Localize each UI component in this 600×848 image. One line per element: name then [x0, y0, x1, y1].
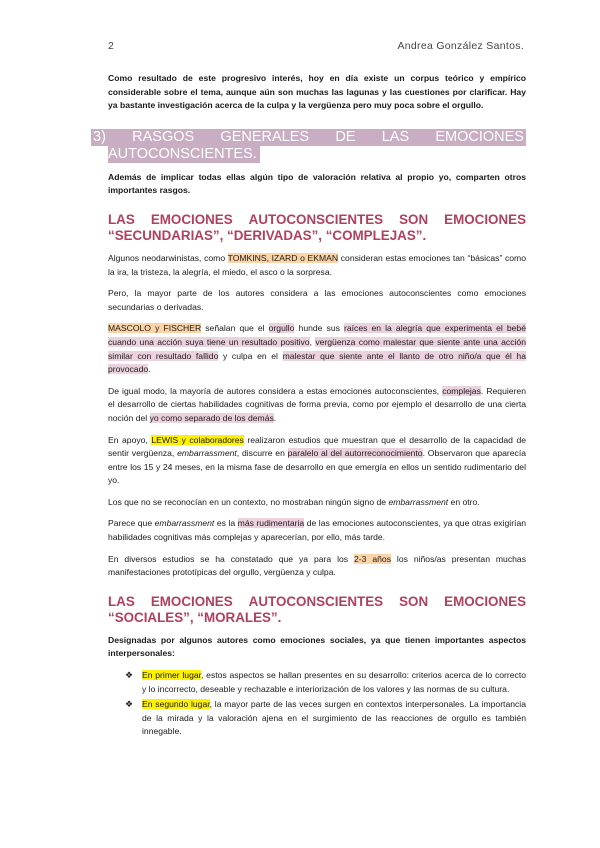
- text: de las emociones autoconscientes, ya que otras exigirían habilidades cognitivas más complejas y aparecerían, por ello, más tarde.: [108, 518, 527, 543]
- italic-term: embarrassment: [154, 518, 215, 529]
- bullet-list: [108, 669, 526, 739]
- subheading-word: SON: [399, 211, 429, 227]
- text: hunde sus: [294, 323, 345, 334]
- subheading-word: AUTOCONSCIENTES: [248, 211, 384, 227]
- paragraph: [108, 517, 526, 544]
- section-number: 3): [93, 128, 106, 145]
- subheading-word: EMOCIONES: [150, 593, 233, 609]
- text: realizaron estudios que muestran que el desarrollo de la capacidad de sentir vergüenza,: [108, 434, 527, 459]
- italic-term: embarrassment: [388, 496, 449, 507]
- subheading-word: SON: [399, 593, 429, 609]
- text: , la mayor parte de las veces surgen en contextos interpersonales. La importancia de la mirada y la valoración ajena en el surgimiento de las reacciones de orgullo es también innegable.: [142, 699, 526, 737]
- diamond-bullet-icon: ❖: [125, 670, 134, 681]
- subheading-word: EMOCIONES: [444, 593, 526, 609]
- section-heading-line1: [91, 129, 526, 146]
- text: consideran estas emociones tan “básicas” como la ira, la tristeza, la alegría, el miedo, el asco o la sorpresa.: [108, 252, 526, 277]
- section-intro: Además de implicar todas ellas algún tipo de valoración relativa al propio yo, comparten otros importantes rasgos.: [108, 171, 526, 196]
- section-word: RASGOS: [132, 128, 195, 145]
- list-item: [108, 698, 526, 739]
- page-content: [93, 72, 527, 741]
- subheading-word: AUTOCONSCIENTES: [248, 593, 384, 609]
- text: Parece que: [108, 518, 155, 529]
- section-word: GENERALES: [220, 128, 310, 145]
- text: . Observaron que aparecía entre los 15 y 24 meses, en la misma fase de desarrollo en que emergía en ellos un sentido rudimentario del yo.: [108, 448, 526, 486]
- highlight: LEWIS y colaboradores: [151, 434, 244, 445]
- text: , discurre en: [236, 448, 288, 459]
- list-item: [108, 669, 526, 696]
- highlight: TOMKINS, IZARD o EKMAN: [227, 252, 339, 263]
- text: en otro.: [448, 496, 480, 507]
- text: En diversos estudios se ha constatado que ya para los: [108, 553, 355, 564]
- text: y culpa en el: [218, 350, 283, 361]
- subheading-sociales: [108, 594, 526, 626]
- subheading-word: LAS: [108, 211, 135, 227]
- text: ,: [309, 336, 316, 347]
- subheading-word: LAS: [108, 593, 135, 609]
- paragraph: [108, 385, 526, 426]
- text: , estos aspectos se hallan presentes en su desarrollo: criterios acerca de lo correcto y lo incorrecto, deseable y rechazable e interiorización de los valores y las normas de su cultura.: [142, 670, 526, 694]
- text: señalan que el: [201, 323, 269, 334]
- section-word: EMOCIONES: [435, 128, 524, 145]
- highlight: más rudimentaria: [237, 518, 305, 529]
- highlight: raíces en la alegría que experimenta el bebé cuando una acción suya tiene un resultado positivo: [108, 323, 526, 347]
- intro-paragraph: Como resultado de este progresivo interés, hoy en día existe un corpus teórico y empírico considerable sobre el tema, aunque aún son muchas las lagunas y las cuestiones por clarificar. Hay ya bastante investigación acerca de la culpa y la vergüenza pero muy poca sobre el orgullo.: [108, 73, 526, 111]
- subheading-row2: “SOCIALES”, “MORALES”.: [108, 609, 282, 625]
- paragraph: [108, 496, 526, 510]
- text: . Requieren el desarrollo de ciertas habilidades cognitivas de forma previa, como por ejemplo el desarrollo de una cierta noción del: [108, 385, 526, 423]
- section-heading: [91, 129, 526, 163]
- text: los niños/as presentan muchas manifestaciones prototípicas del orgullo, vergüenza y culpa.: [108, 553, 526, 578]
- highlight: malestar que siente ante el llanto de otro niño/a que él ha provocado: [108, 350, 526, 375]
- text: En apoyo,: [108, 434, 152, 445]
- highlight: orgullo: [268, 323, 295, 334]
- text: .: [273, 412, 277, 423]
- highlight: 2-3 años: [354, 553, 391, 564]
- text: .: [148, 364, 151, 375]
- italic-term: embarrassment: [177, 448, 237, 459]
- highlight: MASCOLO y FISCHER: [108, 323, 202, 334]
- paragraph: Designadas por algunos autores como emociones sociales, ya que tienen importantes aspectos interpersonales:: [108, 634, 526, 659]
- subheading-row: [108, 212, 526, 228]
- section-word: LAS: [381, 128, 410, 145]
- paragraph: [108, 434, 526, 488]
- paragraph: Pero, la mayor parte de los autores considera a las emociones autoconscientes como emociones secundarias o derivadas.: [108, 288, 526, 312]
- subheading-word: EMOCIONES: [444, 211, 526, 227]
- highlight: complejas: [442, 385, 481, 396]
- text: De igual modo, la mayoría de autores considera a estas emociones autoconscientes,: [108, 385, 443, 396]
- highlight: En segundo lugar: [142, 699, 210, 710]
- highlight: paralelo al del autorreconocimiento: [287, 448, 423, 459]
- diamond-bullet-icon: ❖: [125, 699, 134, 710]
- page-number: 2: [108, 40, 115, 52]
- subheading-row2: “SECUNDARIAS”, “DERIVADAS”, “COMPLEJAS”.: [108, 227, 427, 243]
- paragraph: [108, 553, 526, 580]
- text: vergüenza: [315, 336, 356, 347]
- subheading-row: [108, 594, 526, 610]
- text: Los que no se reconocían en un contexto, no mostraban ningún signo de: [108, 496, 389, 507]
- text: es la: [214, 518, 238, 529]
- highlight: En primer lugar: [142, 670, 202, 681]
- highlight: yo como separado de los demás: [149, 412, 274, 423]
- paragraph: [108, 252, 526, 279]
- text: Algunos neodarwinistas, como: [108, 252, 228, 263]
- author-header: Andrea González Santos.: [397, 40, 524, 52]
- text: como malestar que siente ante una acción similar con resultado fallido: [108, 336, 526, 361]
- paragraph: [108, 322, 526, 376]
- subheading-secundarias: [108, 212, 526, 244]
- section-word: DE: [335, 128, 356, 145]
- section-heading-line2: AUTOCONSCIENTES.: [108, 146, 260, 163]
- subheading-word: EMOCIONES: [150, 211, 233, 227]
